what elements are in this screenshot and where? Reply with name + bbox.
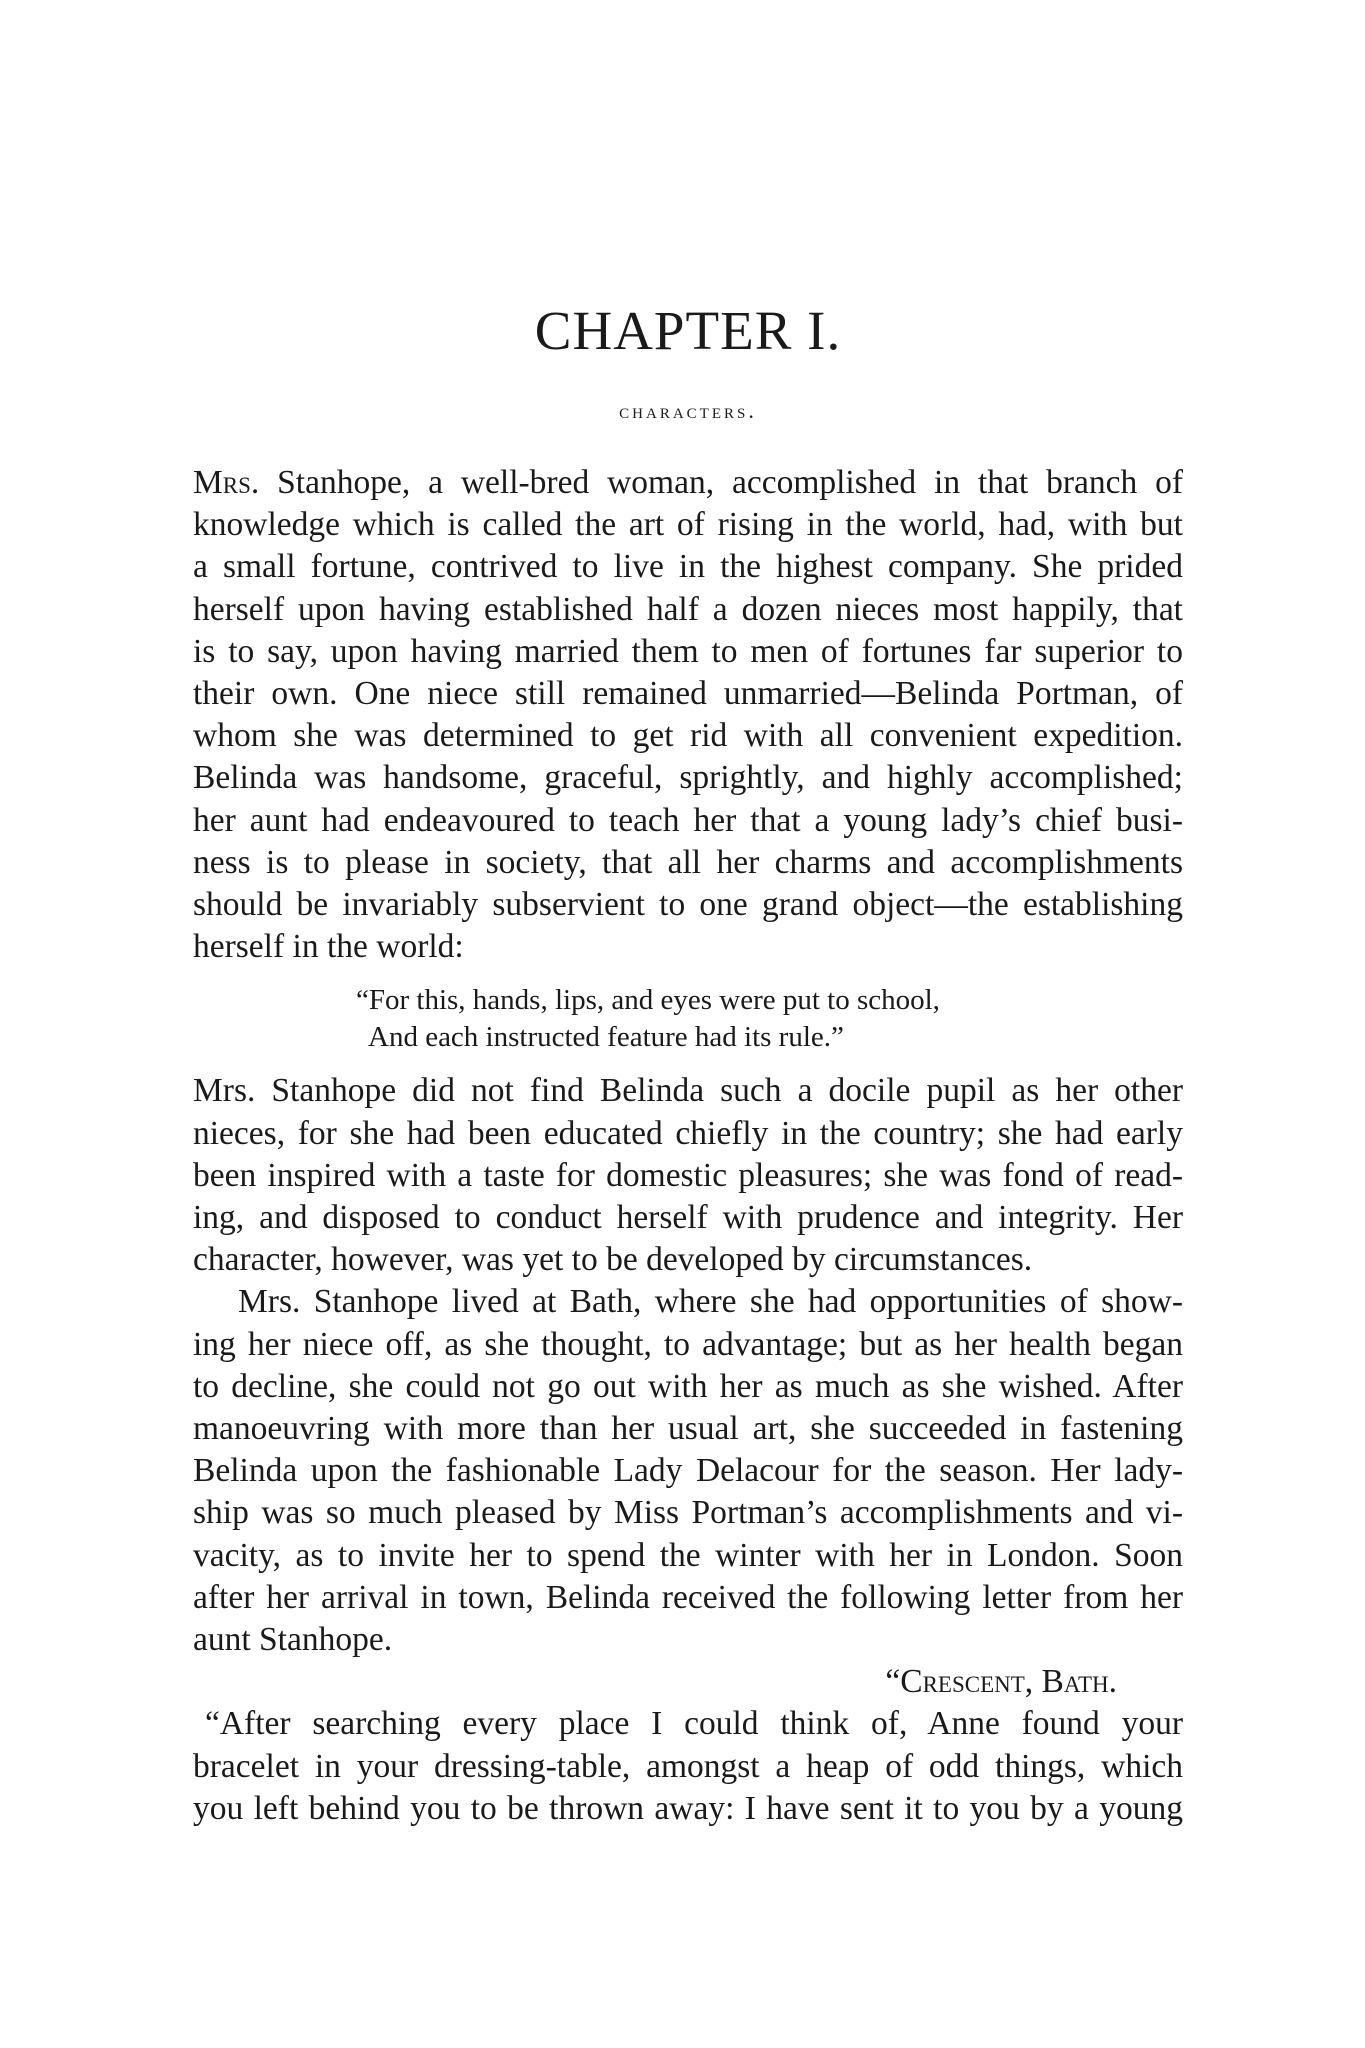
text-line: nieces, for she had been educated chiefly in the country; she had early bbox=[193, 1114, 1183, 1152]
text-line: aunt Stanhope. bbox=[193, 1621, 393, 1659]
text-line: ship was so much pleased by Miss Portman’s accomplishments and vi- bbox=[193, 1494, 1183, 1532]
letter-address: “Crescent, Bath. bbox=[885, 1663, 1117, 1701]
text-line: manoeuvring with more than her usual art, she succeeded in fastening bbox=[193, 1410, 1183, 1448]
text-line: “After searching every place I could think of, Anne found your bbox=[205, 1705, 1183, 1743]
body-text bbox=[193, 462, 1183, 1830]
verse-line: “For this, hands, lips, and eyes were put to school, bbox=[356, 984, 940, 1017]
verse-quote bbox=[356, 982, 1183, 1056]
text-line: herself in the world: bbox=[193, 928, 464, 966]
text-line: is to say, upon having married them to men of fortunes far superior to bbox=[193, 632, 1183, 670]
text-line: Mrs. Stanhope did not find Belinda such a docile pupil as her other bbox=[193, 1072, 1183, 1110]
letter-body bbox=[193, 1703, 1183, 1830]
text-line: knowledge which is called the art of rising in the world, had, with but bbox=[193, 506, 1183, 544]
text-line: character, however, was yet to be developed by circumstances. bbox=[193, 1241, 1033, 1279]
text-line: vacity, as to invite her to spend the winter with her in London. Soon bbox=[193, 1536, 1183, 1574]
chapter-subtitle: characters. bbox=[619, 398, 757, 423]
text-line: to decline, she could not go out with her as much as she wished. After bbox=[193, 1367, 1183, 1405]
text-line: bracelet in your dressing-table, amongst a heap of odd things, which bbox=[193, 1747, 1183, 1785]
chapter-title: CHAPTER I. bbox=[534, 300, 842, 361]
text-line: Belinda was handsome, graceful, sprightly, and highly accomplished; bbox=[193, 759, 1183, 797]
text-line: after her arrival in town, Belinda received the following letter from her bbox=[193, 1578, 1183, 1616]
text-line: been inspired with a taste for domestic pleasures; she was fond of read- bbox=[193, 1156, 1183, 1194]
text-line: ing, and disposed to conduct herself with prudence and integrity. Her bbox=[193, 1199, 1183, 1237]
text-line: Mrs. Stanhope lived at Bath, where she had opportunities of show- bbox=[238, 1283, 1183, 1321]
paragraph-3 bbox=[193, 1281, 1183, 1661]
text-line: a small fortune, contrived to live in the highest company. She prided bbox=[193, 548, 1183, 586]
text-line: their own. One niece still remained unmarried—Belinda Portman, of bbox=[193, 675, 1183, 713]
text-line: ness is to please in society, that all her charms and accomplishments bbox=[193, 843, 1183, 881]
opening-smallcaps: Mrs. bbox=[193, 464, 260, 501]
paragraph-1 bbox=[193, 462, 1183, 968]
text-line: ing her niece off, as she thought, to advantage; but as her health began bbox=[193, 1325, 1183, 1363]
verse-line: And each instructed feature had its rule.” bbox=[368, 1021, 844, 1054]
text-line: her aunt had endeavoured to teach her that a young lady’s chief busi- bbox=[193, 801, 1183, 839]
book-page bbox=[193, 0, 1183, 2048]
text-line: herself upon having established half a dozen nieces most happily, that bbox=[193, 590, 1183, 628]
text-line: Belinda upon the fashionable Lady Delacour for the season. Her lady- bbox=[193, 1452, 1183, 1490]
text-line: whom she was determined to get rid with all convenient expedition. bbox=[193, 717, 1183, 755]
text-line: you left behind you to be thrown away: I have sent it to you by a young bbox=[193, 1789, 1183, 1827]
paragraph-2 bbox=[193, 1070, 1183, 1281]
text-line: Mrs. Stanhope, a well-bred woman, accomplished in that branch of bbox=[193, 464, 1183, 501]
text-line: should be invariably subservient to one grand object—the establishing bbox=[193, 886, 1183, 924]
